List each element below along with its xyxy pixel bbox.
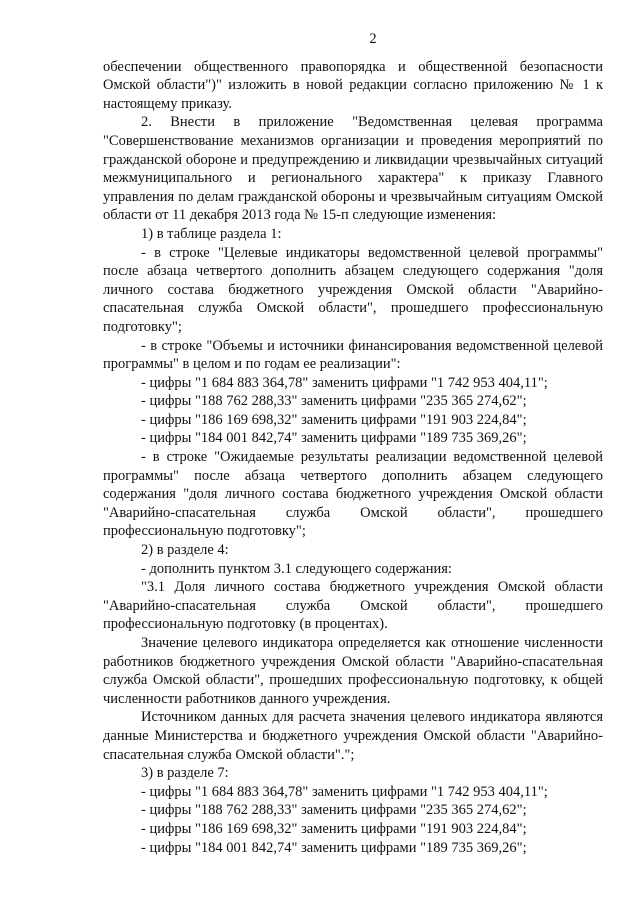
paragraph-5: - в строке "Объемы и источники финансирования ведомственной целевой программы" в целом и по годам ее реализации": [103, 337, 603, 373]
paragraph-3: 1) в таблице раздела 1: [141, 225, 282, 242]
paragraph-14: Значение целевого индикатора определяется как отношение численности работников бюджетного учреждения Омской области "Аварийно-спасательная служба Омской области", прошедших профессиональную подготовку, к общей численности работников данного учреждения. [103, 635, 603, 707]
paragraph-1: обеспечении общественного правопорядка и общественной безопасности Омской области")" изложить в новой редакции согласно приложению № 1 к настоящему приказу. [103, 58, 603, 112]
paragraph-8: - цифры "186 169 698,32" заменить цифрами "191 903 224,84"; [141, 411, 527, 428]
paragraph-17: - цифры "1 684 883 364,78" заменить цифрами "1 742 953 404,11"; [141, 783, 548, 800]
paragraph-12: - дополнить пунктом 3.1 следующего содержания: [141, 560, 452, 577]
paragraph-11: 2) в разделе 4: [141, 542, 229, 559]
paragraph-10: - в строке "Ожидаемые результаты реализации ведомственной целевой программы" после абзаца четвертого дополнить абзацем следующего содержания "доля личного состава бюджетного учреждения Омской области "Аварийно-спасательная служба Омской области", прошедшего профессиональную подготовку"; [103, 449, 603, 540]
paragraph-13: "3.1 Доля личного состава бюджетного учреждения Омской области "Аварийно-спасательная служба Омской области", прошедшего профессиональную подготовку (в процентах). [103, 579, 603, 633]
paragraph-20: - цифры "184 001 842,74" заменить цифрами "189 735 369,26"; [141, 839, 527, 856]
page-number: 2 [369, 31, 377, 47]
paragraph-9: - цифры "184 001 842,74" заменить цифрами "189 735 369,26"; [141, 430, 527, 447]
paragraph-18: - цифры "188 762 288,33" заменить цифрами "235 365 274,62"; [141, 802, 527, 819]
paragraph-7: - цифры "188 762 288,33" заменить цифрами "235 365 274,62"; [141, 393, 527, 410]
paragraph-4: - в строке "Целевые индикаторы ведомственной целевой программы" после абзаца четвертого дополнить абзацем следующего содержания "доля личного состава бюджетного учреждения Омской области "Аварийно-спасательная служба Омской области", прошедшего профессиональную подготовку"; [103, 244, 603, 335]
paragraph-6: - цифры "1 684 883 364,78" заменить цифрами "1 742 953 404,11"; [141, 374, 548, 391]
paragraph-19: - цифры "186 169 698,32" заменить цифрами "191 903 224,84"; [141, 820, 527, 837]
paragraph-15: Источником данных для расчета значения целевого индикатора являются данные Министерства и бюджетного учреждения Омской области "Аварийно-спасательная служба Омской области"."; [103, 709, 603, 763]
paragraph-2: 2. Внести в приложение "Ведомственная целевая программа "Совершенствование механизмов организации и проведения мероприятий по гражданской обороне и предупреждению и ликвидации чрезвычайных ситуаций межмуниципального и регионального характера" к приказу Главного управления по делам гражданской обороны и чрезвычайным ситуациям Омской области от 11 декабря 2013 года № 15-п следующие изменения: [103, 114, 603, 224]
paragraph-16: 3) в разделе 7: [141, 765, 229, 782]
